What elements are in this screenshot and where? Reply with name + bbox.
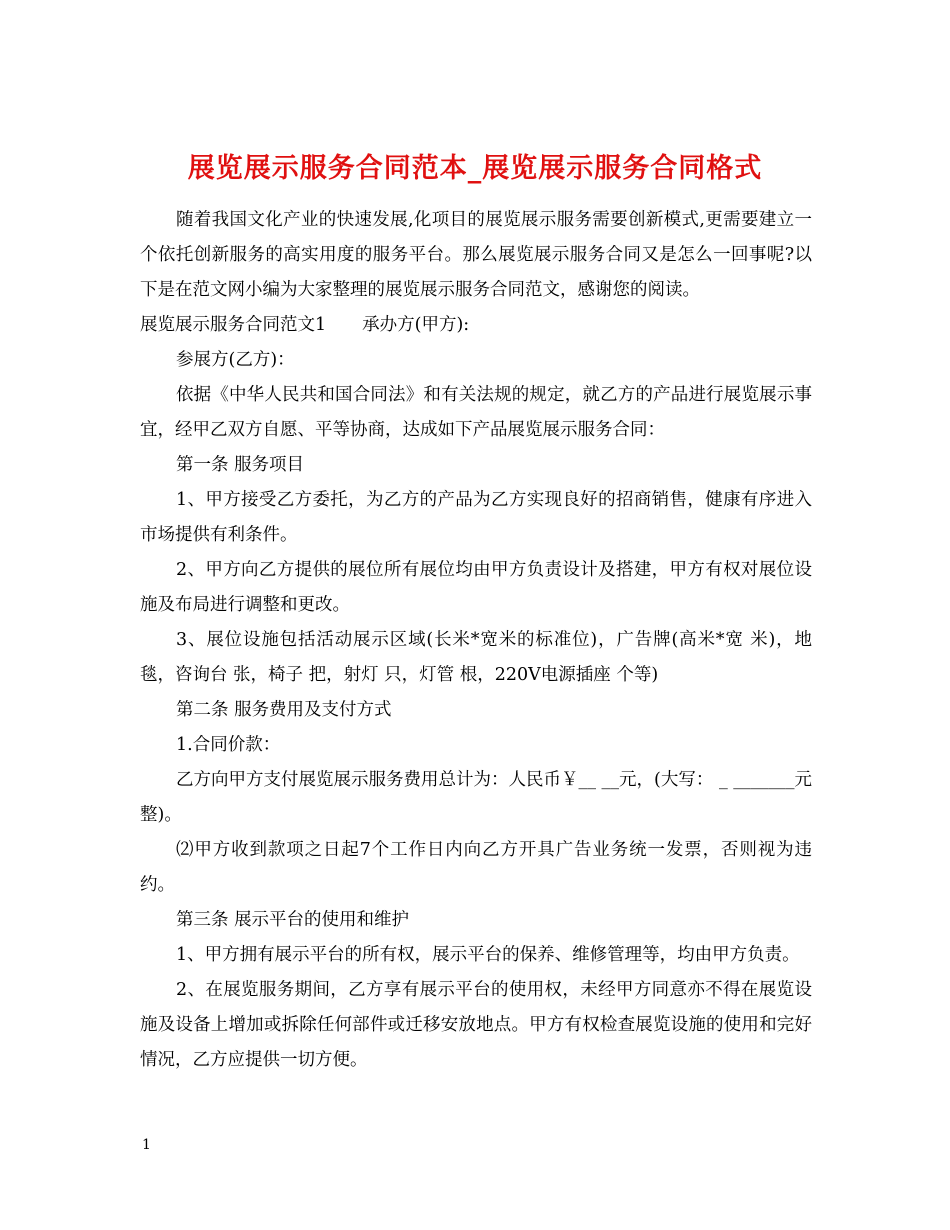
paragraph-1-2: 2、甲方向乙方提供的展位所有展位均由甲方负责设计及搭建，甲方有权对展位设施及布局进行调整和更改。 (140, 560, 812, 615)
document-title: 展览展示服务合同范本_展览展示服务合同格式 (187, 153, 763, 185)
paragraph-3-2: 2、在展览服务期间，乙方享有展示平台的使用权，未经甲方同意亦不得在展览设施及设备上增加或拆除任何部件或迁移安放地点。甲方有权检查展览设施的使用和完好情况，乙方应提供一切方便。 (140, 980, 812, 1070)
paragraph-basis: 依据《中华人民共和国合同法》和有关法规的规定，就乙方的产品进行展览展示事宜，经甲乙双方自愿、平等协商，达成如下产品展览展示服务合同： (140, 385, 812, 440)
paragraph-1-3: 3、展位设施包括活动展示区域(长米*宽米的标准位)，广告牌(高米*宽 米)，地毯，咨询台 张，椅子 把，射灯 只，灯管 根，220V电源插座 个等) (140, 630, 812, 685)
paragraph-intro: 随着我国文化产业的快速发展,化项目的展览展示服务需要创新模式,更需要建立一个依托创新服务的高实用度的服务平台。那么展览展示服务合同又是怎么一回事呢?以下是在范文网小编为大家整理的展览展示服务合同范文，感谢您的阅读。 (140, 210, 812, 300)
article-2-heading: 第二条 服务费用及支付方式 (176, 700, 392, 720)
document-body (140, 203, 812, 1078)
article-1-heading: 第一条 服务项目 (176, 455, 305, 475)
paragraph-contract-header (140, 308, 812, 343)
paragraph-2-1: 1.合同价款： (176, 735, 281, 755)
paragraph-1-1: 1、甲方接受乙方委托，为乙方的产品为乙方实现良好的招商销售，健康有序进入市场提供有利条件。 (140, 490, 812, 545)
paragraph-2-2: ⑵甲方收到款项之日起7个工作日内向乙方开具广告业务统一发票，否则视为违约。 (140, 840, 812, 895)
article-3-heading: 第三条 展示平台的使用和维护 (176, 910, 410, 930)
paragraph-2-price: 乙方向甲方支付展览展示服务费用总计为：人民币￥__ __元，(大写： _ _______元整)。 (140, 770, 813, 825)
paragraph-3-1: 1、甲方拥有展示平台的所有权，展示平台的保养、维修管理等，均由甲方负责。 (176, 945, 800, 965)
page-number: 1 (142, 1137, 151, 1153)
paragraph-party-b: 参展方(乙方)： (176, 350, 295, 370)
party-a-label: 承办方(甲方): (362, 315, 470, 335)
contract-sample-label: 展览展示服务合同范文1 (140, 315, 327, 335)
